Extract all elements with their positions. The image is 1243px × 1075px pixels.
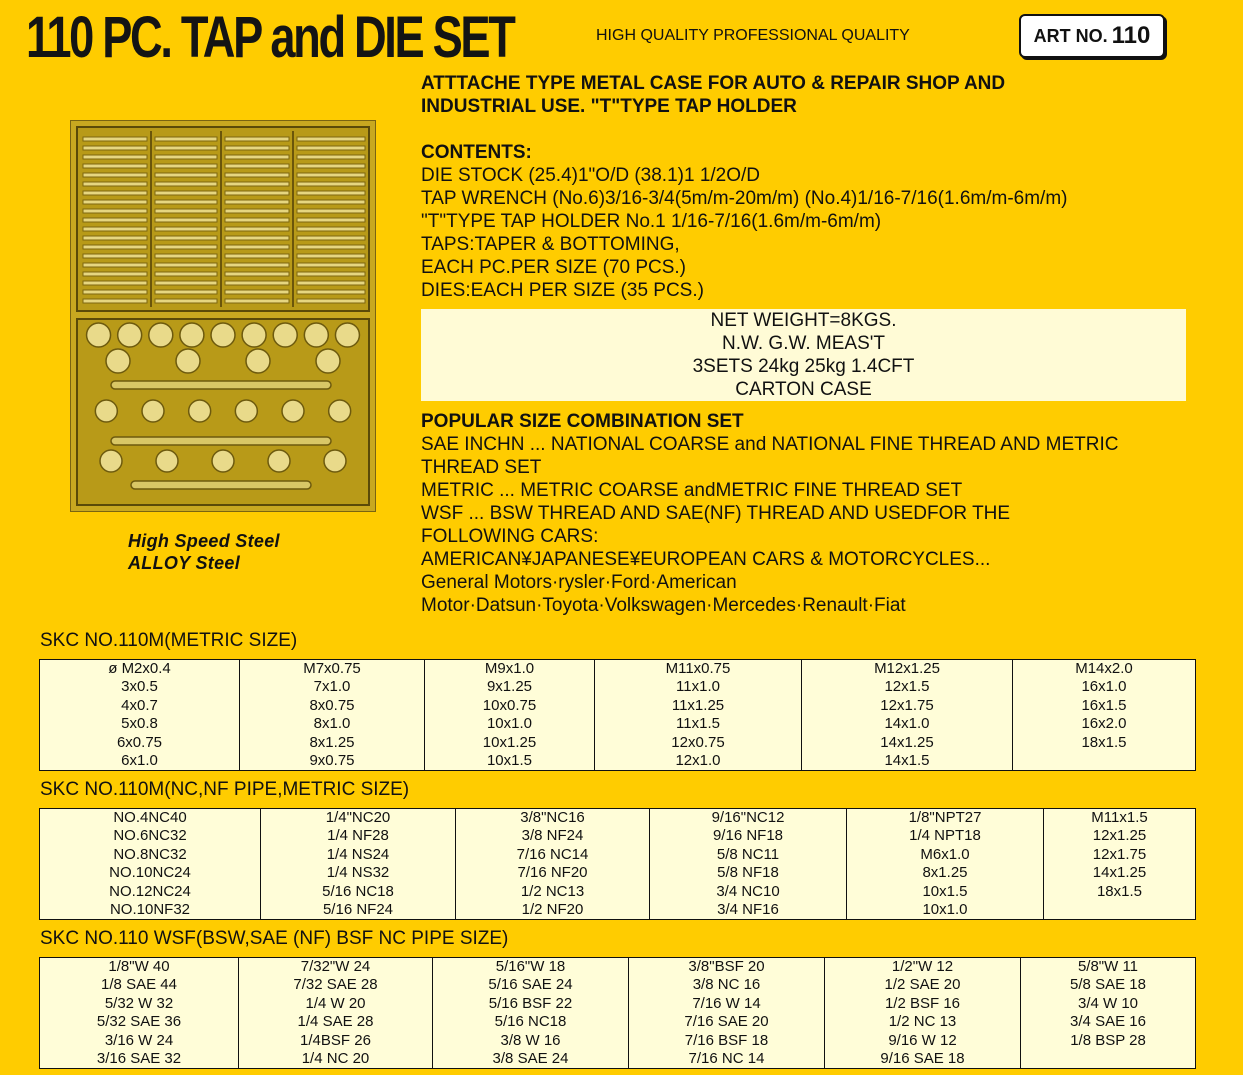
- die-mark: [149, 323, 173, 347]
- table-cell: M11x1.5: [1091, 809, 1148, 826]
- tap-mark: [297, 299, 365, 303]
- tap-die-case-illustration: [71, 121, 375, 511]
- weight-box: [421, 309, 1186, 401]
- table-cell: 11x1.25: [671, 696, 725, 714]
- table-cell: 3/8"BSF 20: [688, 958, 765, 975]
- table-column: [433, 958, 629, 1069]
- die-mark: [242, 323, 266, 347]
- tap-mark: [297, 227, 365, 231]
- table-cell: 1/4"NC20: [325, 809, 391, 826]
- die-mark: [189, 400, 211, 422]
- table-cell: 3/4 W 10: [1077, 994, 1139, 1012]
- table-cell: M7x0.75: [303, 660, 361, 677]
- tap-mark: [297, 272, 365, 276]
- table-cell: 1/2 SAE 20: [884, 976, 961, 994]
- table-cell: 7x1.0: [313, 678, 351, 696]
- table-cell: 1/2 BSF 16: [884, 994, 961, 1012]
- table-column: [456, 809, 650, 920]
- table-cell: 1/8"NPT27: [908, 809, 982, 826]
- tap-mark: [225, 290, 289, 294]
- table-cell: M9x1.0: [484, 660, 535, 677]
- table-cell: 3/4 NF16: [717, 901, 779, 919]
- die-mark: [118, 323, 142, 347]
- tap-mark: [297, 290, 365, 294]
- tap-mark: [225, 227, 289, 231]
- die-mark: [87, 323, 111, 347]
- die-mark: [268, 450, 290, 472]
- tap-mark: [297, 164, 365, 168]
- table-column: [1044, 809, 1196, 920]
- table-cell: 10x0.75: [482, 696, 537, 714]
- die-mark: [282, 400, 304, 422]
- tap-mark: [83, 245, 147, 249]
- table-cell: 18x1.5: [1096, 882, 1143, 900]
- contents-heading: CONTENTS:: [421, 142, 532, 163]
- table-column: [595, 660, 802, 771]
- tagline: HIGH QUALITY PROFESSIONAL QUALITY: [596, 27, 910, 44]
- table-cell: 16x2.0: [1081, 715, 1127, 733]
- tap-mark: [155, 299, 217, 303]
- tap-mark: [83, 281, 147, 285]
- table-cell: M11x0.75: [665, 660, 731, 677]
- table-cell: 7/16 SAE 20: [684, 1013, 769, 1031]
- tap-mark: [155, 254, 217, 258]
- table-cell: 16x1.0: [1081, 678, 1127, 696]
- table-cell: ø M2x0.4: [108, 660, 171, 677]
- table-cell: M14x2.0: [1075, 660, 1133, 677]
- table-column: [1013, 660, 1196, 771]
- table-cell: 3/4 NC10: [716, 882, 780, 900]
- popular-line: WSF ... BSW THREAD AND SAE(NF) THREAD AND USEDFOR THE: [421, 503, 1011, 524]
- table-cell: 5/16 NF24: [322, 901, 394, 919]
- tap-mark: [155, 137, 217, 141]
- table-cell: 5/8"W 11: [1077, 958, 1139, 975]
- tap-mark: [297, 209, 365, 213]
- popular-line: SAE INCHN ... NATIONAL COARSE and NATIONAL FINE THREAD AND METRIC: [421, 434, 1119, 455]
- tap-mark: [225, 299, 289, 303]
- tap-mark: [297, 173, 365, 177]
- table-cell: 16x1.5: [1081, 696, 1127, 714]
- table-cell: 12x0.75: [671, 733, 725, 751]
- table-cell: NO.4NC40: [113, 809, 187, 826]
- tap-mark: [83, 173, 147, 177]
- table-cell: 1/8 SAE 44: [101, 976, 177, 994]
- tap-mark: [155, 227, 217, 231]
- intro-line: INDUSTRIAL USE. "T"TYPE TAP HOLDER: [421, 96, 797, 117]
- product-photo: [70, 120, 376, 512]
- tap-mark: [297, 200, 365, 204]
- table-cell: 3/8 SAE 24: [492, 1050, 569, 1068]
- tap-mark: [225, 173, 289, 177]
- table-cell: 1/4 NS24: [326, 845, 390, 863]
- table-cell: 1/4 SAE 28: [297, 1013, 374, 1031]
- table-cell: 7/32 SAE 28: [293, 976, 378, 994]
- table-cell: 12x1.75: [880, 696, 934, 714]
- tap-mark: [83, 191, 147, 195]
- wsf-table-title: SKC NO.110 WSF(BSW,SAE (NF) BSF NC PIPE SIZE): [40, 928, 509, 949]
- die-mark: [156, 450, 178, 472]
- wsf-size-table: [39, 957, 1196, 1069]
- tap-mark: [155, 191, 217, 195]
- table-cell: 3/16 SAE 32: [96, 1050, 182, 1068]
- table-cell: 9/16"NC12: [711, 809, 785, 826]
- table-cell: 5/16 SAE 24: [488, 976, 573, 994]
- table-cell: 3/8 NC 16: [692, 976, 761, 994]
- tap-mark: [155, 164, 217, 168]
- caption-line: ALLOY Steel: [128, 553, 240, 573]
- table-cell: 5/8 NF18: [717, 864, 779, 882]
- table-cell: 8x1.25: [922, 864, 968, 882]
- die-mark: [335, 323, 359, 347]
- tap-mark: [225, 182, 289, 186]
- intro-line: ATTTACHE TYPE METAL CASE FOR AUTO & REPAIR SHOP AND: [421, 73, 1006, 94]
- popular-line: General Motors·rysler·Ford·American: [421, 572, 737, 593]
- tap-mark: [297, 182, 365, 186]
- contents-line: EACH PC.PER SIZE (70 PCS.): [421, 257, 687, 278]
- table-cell: 14x1.5: [884, 752, 930, 770]
- table-cell: NO.8NC32: [113, 845, 187, 863]
- table-cell: 10x1.0: [922, 901, 968, 919]
- contents-line: TAP WRENCH (No.6)3/16-3/4(5m/m-20m/m) (No.4)1/16-7/16(1.6m/m-6m/m): [421, 188, 1068, 209]
- table-cell: 3/16 W 24: [104, 1031, 174, 1049]
- tap-mark: [297, 146, 365, 150]
- table-cell: 3/4 SAE 16: [1070, 1013, 1146, 1031]
- table-cell: 1/8"W 40: [108, 958, 170, 975]
- tap-mark: [225, 236, 289, 240]
- popular-line: FOLLOWING CARS:: [421, 526, 599, 547]
- table-cell: NO.12NC24: [109, 882, 191, 900]
- tap-mark: [155, 218, 217, 222]
- tap-mark: [83, 182, 147, 186]
- die-mark: [316, 349, 340, 373]
- table-cell: 1/4 NC 20: [301, 1050, 370, 1068]
- tap-mark: [83, 200, 147, 204]
- table-column: [240, 660, 425, 771]
- table-cell: 9/16 NF18: [712, 827, 784, 845]
- table-column: [40, 958, 239, 1069]
- contents-line: "T"TYPE TAP HOLDER No.1 1/16-7/16(1.6m/m-6m/m): [421, 211, 882, 232]
- tap-mark: [297, 218, 365, 222]
- table-cell: 14x1.25: [880, 733, 934, 751]
- table-column: [825, 958, 1021, 1069]
- table-cell: 5/16 NC18: [322, 882, 394, 900]
- table-cell: 9x0.75: [309, 752, 355, 770]
- tap-mark: [297, 236, 365, 240]
- table-cell: 10x1.25: [482, 733, 537, 751]
- table-cell: 3/8 NF24: [521, 827, 584, 845]
- table-column: [40, 660, 240, 771]
- table-cell: 6x1.0: [121, 752, 158, 770]
- tap-mark: [83, 299, 147, 303]
- tap-mark: [83, 227, 147, 231]
- tap-mark: [83, 290, 147, 294]
- tap-mark: [297, 281, 365, 285]
- table-cell: 1/2 NC 13: [888, 1013, 957, 1031]
- table-column: [1021, 958, 1196, 1069]
- table-cell: 12x1.5: [884, 678, 930, 696]
- table-column: [40, 809, 261, 920]
- table-cell: 1/2"W 12: [891, 958, 954, 975]
- table-cell: 1/4 NF28: [327, 827, 389, 845]
- die-mark: [246, 349, 270, 373]
- tap-mark: [155, 290, 217, 294]
- table-cell: 1/2 NF20: [521, 901, 584, 919]
- tap-mark: [297, 191, 365, 195]
- tap-mark: [297, 254, 365, 258]
- tap-mark: [225, 155, 289, 159]
- table-cell: 8x1.0: [313, 715, 351, 733]
- tap-mark: [225, 281, 289, 285]
- table-column: [425, 660, 595, 771]
- tap-mark: [155, 236, 217, 240]
- die-mark: [106, 349, 130, 373]
- table-cell: 1/4 NPT18: [909, 827, 981, 845]
- table-cell: 11x1.5: [676, 715, 720, 733]
- table-cell: 5/16"W 18: [495, 958, 566, 975]
- tap-mark: [155, 173, 217, 177]
- die-mark: [212, 450, 234, 472]
- table-cell: NO.6NC32: [113, 827, 187, 845]
- tap-mark: [225, 263, 289, 267]
- table-cell: 12x1.0: [675, 752, 721, 770]
- tap-mark: [225, 137, 289, 141]
- table-cell: 4x0.7: [121, 696, 158, 714]
- die-mark: [95, 400, 117, 422]
- table-cell: 10x1.5: [922, 882, 968, 900]
- table-cell: M12x1.25: [874, 660, 940, 677]
- die-mark: [211, 323, 235, 347]
- table-cell: 1/4BSF 26: [300, 1031, 371, 1049]
- weight-line: CARTON CASE: [735, 379, 872, 400]
- tap-mark: [155, 263, 217, 267]
- table-cell: NO.10NF32: [109, 901, 191, 919]
- table-column: [847, 809, 1044, 920]
- die-mark: [235, 400, 257, 422]
- table-cell: 8x1.25: [309, 733, 355, 751]
- table-cell: 12x1.75: [1092, 845, 1147, 863]
- contents-line: DIES:EACH PER SIZE (35 PCS.): [421, 280, 704, 301]
- metric-size-table: [39, 659, 1196, 771]
- popular-line: AMERICAN¥JAPANESE¥EUROPEAN CARS & MOTORCYCLES...: [421, 549, 991, 570]
- table-cell: 7/16 W 14: [692, 994, 761, 1012]
- tap-mark: [83, 218, 147, 222]
- tap-mark: [225, 245, 289, 249]
- weight-line: NET WEIGHT=8KGS.: [710, 310, 897, 331]
- contents-line: DIE STOCK (25.4)1"O/D (38.1)1 1/2O/D: [421, 165, 761, 186]
- table-cell: 1/4 W 20: [305, 994, 366, 1012]
- die-mark: [304, 323, 328, 347]
- table-cell: 5/8 SAE 18: [1070, 976, 1146, 994]
- table-cell: NO.10NC24: [109, 864, 191, 882]
- table-cell: 7/16 NC14: [516, 845, 589, 863]
- table-cell: 14x1.0: [884, 715, 930, 733]
- table-cell: 14x1.25: [1092, 864, 1147, 882]
- tap-mark: [297, 263, 365, 267]
- contents-line: TAPS:TAPER & BOTTOMING,: [421, 234, 680, 255]
- tap-mark: [155, 245, 217, 249]
- tap-mark: [83, 146, 147, 150]
- die-mark: [324, 450, 346, 472]
- table-cell: 8x0.75: [309, 696, 355, 714]
- tap-mark: [83, 137, 147, 141]
- tap-mark: [83, 155, 147, 159]
- tap-mark: [225, 164, 289, 168]
- table-cell: 5/16 BSF 22: [488, 994, 573, 1012]
- tap-mark: [155, 182, 217, 186]
- table-column: [650, 809, 847, 920]
- table-cell: 3/8"NC16: [520, 809, 585, 826]
- nc-nf-table-title: SKC NO.110M(NC,NF PIPE,METRIC SIZE): [40, 779, 410, 800]
- table-cell: 7/16 BSF 18: [684, 1031, 769, 1049]
- table-cell: 9/16 W 12: [888, 1031, 957, 1049]
- table-cell: 1/4 NS32: [326, 864, 390, 882]
- tap-mark: [83, 164, 147, 168]
- tap-mark: [155, 209, 217, 213]
- tap-mark: [83, 209, 147, 213]
- table-cell: 6x0.75: [116, 733, 163, 751]
- tap-mark: [83, 254, 147, 258]
- tap-mark: [225, 209, 289, 213]
- table-cell: 9x1.25: [486, 678, 533, 696]
- table-cell: 3x0.5: [121, 678, 158, 696]
- table-cell: 5/32 W 32: [104, 994, 174, 1012]
- tap-mark: [225, 218, 289, 222]
- table-column: [261, 809, 456, 920]
- table-cell: 11x1.0: [676, 678, 720, 696]
- tap-mark: [83, 263, 147, 267]
- table-cell: 5/32 SAE 36: [96, 1013, 182, 1031]
- popular-line: THREAD SET: [421, 457, 542, 478]
- table-column: [629, 958, 825, 1069]
- table-cell: M6x1.0: [920, 845, 970, 863]
- die-mark: [180, 323, 204, 347]
- table-cell: 10x1.0: [486, 715, 533, 733]
- tap-mark: [155, 272, 217, 276]
- tap-mark: [225, 191, 289, 195]
- table-cell: 1/8 BSP 28: [1070, 1031, 1146, 1049]
- popular-heading: POPULAR SIZE COMBINATION SET: [421, 411, 744, 432]
- table-cell: 10x1.5: [486, 752, 533, 770]
- tap-mark: [155, 155, 217, 159]
- popular-line: Motor·Datsun·Toyota·Volkswagen·Mercedes·Renault·Fiat: [421, 595, 906, 616]
- table-cell: 5x0.8: [121, 715, 158, 733]
- art-number-badge: [1019, 14, 1165, 58]
- table-cell: 3/8 W 16: [500, 1031, 561, 1049]
- nc-nf-size-table: [39, 808, 1196, 920]
- popular-line: METRIC ... METRIC COARSE andMETRIC FINE THREAD SET: [421, 480, 963, 501]
- caption-line: High Speed Steel: [128, 531, 280, 551]
- table-cell: 7/16 NF20: [517, 864, 588, 882]
- die-mark: [273, 323, 297, 347]
- tap-mark: [225, 200, 289, 204]
- table-cell: 9/16 SAE 18: [880, 1050, 965, 1068]
- table-cell: 18x1.5: [1081, 733, 1127, 751]
- material-caption: [128, 530, 280, 574]
- art-number-prefix: ART NO.: [1033, 25, 1108, 46]
- die-mark: [142, 400, 164, 422]
- weight-line: 3SETS 24kg 25kg 1.4CFT: [692, 356, 915, 377]
- tap-mark: [297, 245, 365, 249]
- tap-mark: [297, 155, 365, 159]
- table-cell: 7/32"W 24: [300, 958, 371, 975]
- tap-mark: [225, 272, 289, 276]
- tap-mark: [155, 281, 217, 285]
- tap-mark: [83, 236, 147, 240]
- die-mark: [176, 349, 200, 373]
- page-title: 110 PC. TAP and DIE SET: [26, 5, 514, 70]
- tap-mark: [83, 272, 147, 276]
- tap-mark: [297, 137, 365, 141]
- die-mark: [329, 400, 351, 422]
- tap-mark: [225, 146, 289, 150]
- table-cell: 5/8 NC11: [716, 845, 780, 863]
- table-cell: 12x1.25: [1092, 827, 1147, 845]
- tap-mark: [155, 200, 217, 204]
- table-cell: 5/16 NC18: [494, 1013, 567, 1031]
- art-number-value: 110: [1111, 22, 1151, 49]
- table-column: [802, 660, 1013, 771]
- metric-table-title: SKC NO.110M(METRIC SIZE): [40, 630, 298, 651]
- table-column: [239, 958, 433, 1069]
- weight-line: N.W. G.W. MEAS'T: [721, 333, 886, 354]
- table-cell: 7/16 NC 14: [688, 1050, 765, 1068]
- tap-mark: [155, 146, 217, 150]
- die-mark: [100, 450, 122, 472]
- table-cell: 1/2 NC13: [520, 882, 585, 900]
- tap-mark: [225, 254, 289, 258]
